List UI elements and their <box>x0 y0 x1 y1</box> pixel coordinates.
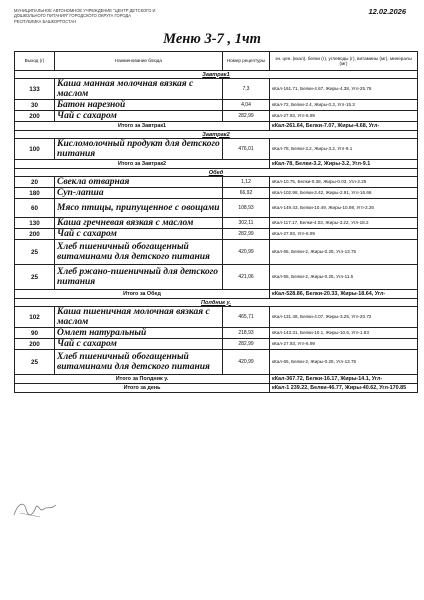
cell-dish: Хлеб пшеничный обогащенный витаминами для детского питания <box>55 350 223 375</box>
menu-table-body <box>15 71 418 393</box>
total-label: Итого за Обед <box>15 290 270 299</box>
cell-recipe: 4,04 <box>223 100 270 111</box>
table-row <box>15 218 418 229</box>
total-nutrition: кКал-367.72, Белки-16.17, Жиры-14.1, Угл- <box>270 375 418 384</box>
cell-nutrition: кКал-117.17, Белки-4.03, Жиры-3.22, Угл-18.2 <box>270 218 418 229</box>
cell-out: 60 <box>15 199 55 218</box>
total-nutrition: кКал-78, Белки-3.2, Жиры-3.2, Угл-9.1 <box>270 160 418 169</box>
cell-recipe: 282,99 <box>223 339 270 350</box>
cell-out: 25 <box>15 240 55 265</box>
signature-mark <box>10 495 60 523</box>
cell-recipe: 108,93 <box>223 199 270 218</box>
table-row <box>15 188 418 199</box>
cell-dish: Хлеб пшеничный обогащенный витаминами для детского питания <box>55 240 223 265</box>
table-row <box>15 79 418 100</box>
cell-out: 200 <box>15 339 55 350</box>
table-row <box>15 100 418 111</box>
column-header-recipe: Номер рецептуры <box>223 52 270 71</box>
cell-out: 90 <box>15 328 55 339</box>
org-line: МУНИЦИПАЛЬНОЕ АВТОНОМНОЕ УЧРЕЖДЕНИЕ "ЦЕНТР ДЕТСКОГО И <box>14 8 156 13</box>
cell-nutrition: кКал-55, Белки-2, Жиры-0.25, Угл-11.5 <box>270 265 418 290</box>
cell-dish: Каша пшеничная молочная вязкая с маслом <box>55 307 223 328</box>
column-header-dish: Наименование блюда <box>55 52 223 71</box>
cell-recipe: 282,99 <box>223 229 270 240</box>
cell-dish: Чай с сахаром <box>55 339 223 350</box>
cell-nutrition: кКал-143.31, Белки-10.1, Жиры-10.6, Угл-1.83 <box>270 328 418 339</box>
cell-out: 133 <box>15 79 55 100</box>
cell-out: 200 <box>15 111 55 122</box>
cell-nutrition: кКал-10.75, Белки-0.38, Жиры-0.03, Угл-2.25 <box>270 177 418 188</box>
table-header-row <box>15 52 418 71</box>
cell-dish: Свекла отварная <box>55 177 223 188</box>
total-nutrition: кКал-528.86, Белки-20.33, Жиры-18.64, Угл- <box>270 290 418 299</box>
total-label: Итого за Завтрак1 <box>15 122 270 131</box>
menu-title: Меню 3-7 , 1чт <box>163 31 261 47</box>
table-row <box>15 199 418 218</box>
total-row <box>15 160 418 169</box>
cell-recipe: 476,01 <box>223 139 270 160</box>
column-header-out: Выход (г) <box>15 52 55 71</box>
table-row <box>15 229 418 240</box>
cell-nutrition: кКал-131.48, Белки-4.07, Жиры-3.25, Угл-20.72 <box>270 307 418 328</box>
cell-dish: Чай с сахаром <box>55 229 223 240</box>
cell-out: 102 <box>15 307 55 328</box>
table-row <box>15 328 418 339</box>
day-total-label: Итого за день <box>15 384 270 393</box>
cell-recipe: 1,12 <box>223 177 270 188</box>
cell-recipe: 302,11 <box>223 218 270 229</box>
section-title-snack: Полдник у. <box>15 299 418 307</box>
section-row <box>15 299 418 307</box>
cell-nutrition: кКал-65, Белки-2, Жиры-0.25, Угл-13.75 <box>270 240 418 265</box>
cell-out: 180 <box>15 188 55 199</box>
cell-out: 25 <box>15 265 55 290</box>
cell-dish: Каша гречневая вязкая с маслом <box>55 218 223 229</box>
total-label: Итого за Завтрак2 <box>15 160 270 169</box>
table-row <box>15 111 418 122</box>
column-header-nutrition: эн. цен. (ккал), белки (г), углеводы (г), витамины (мг), минералы (мг) <box>270 52 418 71</box>
total-label: Итого за Полдник у. <box>15 375 270 384</box>
cell-recipe: 421,06 <box>223 265 270 290</box>
total-row <box>15 122 418 131</box>
org-line: ДОШКОЛЬНОГО ПИТАНИЯ" ГОРОДСКОГО ОКРУГА ГОРОДА <box>14 13 131 19</box>
table-row <box>15 240 418 265</box>
cell-dish: Чай с сахаром <box>55 111 223 122</box>
table-row <box>15 139 418 160</box>
cell-dish: Мясо птицы, припущенное с овощами <box>55 199 223 218</box>
cell-dish: Каша манная молочная вязкая с маслом <box>55 79 223 100</box>
cell-nutrition: кКал-27.93, Угл-6.99 <box>270 229 418 240</box>
cell-dish: Хлеб ржано-пшеничный для детского питания <box>55 265 223 290</box>
cell-out: 100 <box>15 139 55 160</box>
organization-header <box>14 8 214 24</box>
total-row <box>15 375 418 384</box>
section-row <box>15 71 418 79</box>
cell-out: 20 <box>15 177 55 188</box>
cell-out: 30 <box>15 100 55 111</box>
cell-dish: Омлет натуральный <box>55 328 223 339</box>
day-total-nutrition: кКал-1 239.22, Белки-46.77, Жиры-40.62, Угл-170.85 <box>270 384 418 393</box>
section-title-lunch: Обед <box>15 169 418 177</box>
cell-nutrition: кКал-27.93, Угл-6.99 <box>270 339 418 350</box>
total-row <box>15 290 418 299</box>
cell-out: 200 <box>15 229 55 240</box>
cell-nutrition: кКал-78, Белки-3.2, Жиры-3.2, Угл-9.1 <box>270 139 418 160</box>
cell-nutrition: кКал-72, Белки-2.4, Жиры-0.3, Угл-15.3 <box>270 100 418 111</box>
cell-nutrition: кКал-161.71, Белки-4.67, Жиры-4.38, Угл-25.76 <box>270 79 418 100</box>
cell-nutrition: кКал-27.93, Угл-6.99 <box>270 111 418 122</box>
day-total-row <box>15 384 418 393</box>
cell-dish: Суп-лапша <box>55 188 223 199</box>
cell-recipe: 420,99 <box>223 240 270 265</box>
org-line: РЕСПУБЛИКА БАШКОРТОСТАН <box>14 18 77 24</box>
table-row <box>15 307 418 328</box>
menu-date: 12.02.2026 <box>368 7 406 16</box>
cell-recipe: 7,3 <box>223 79 270 100</box>
section-title-breakfast1: Завтрак1 <box>15 71 418 79</box>
total-nutrition: кКал-261.64, Белки-7.07, Жиры-4.68, Угл- <box>270 122 418 131</box>
cell-recipe: 218,93 <box>223 328 270 339</box>
cell-recipe: 282,99 <box>223 111 270 122</box>
cell-nutrition: кКал-102.98, Белки-2.42, Жиры-2.91, Угл-16.66 <box>270 188 418 199</box>
menu-table <box>14 51 418 393</box>
cell-dish: Кисломолочный продукт для детского питания <box>55 139 223 160</box>
table-row <box>15 339 418 350</box>
cell-out: 130 <box>15 218 55 229</box>
cell-recipe: 66,92 <box>223 188 270 199</box>
cell-dish: Батон нарезной <box>55 100 223 111</box>
table-row <box>15 177 418 188</box>
cell-nutrition: кКал-65, Белки-2, Жиры-0.25, Угл-13.75 <box>270 350 418 375</box>
table-row <box>15 265 418 290</box>
cell-recipe: 465,71 <box>223 307 270 328</box>
section-row <box>15 169 418 177</box>
cell-recipe: 420,99 <box>223 350 270 375</box>
table-row <box>15 350 418 375</box>
section-title-breakfast2: Завтрак2 <box>15 131 418 139</box>
cell-nutrition: кКал-149.43, Белки-10.49, Жиры-10.98, Угл-3.26 <box>270 199 418 218</box>
section-row <box>15 131 418 139</box>
cell-out: 25 <box>15 350 55 375</box>
